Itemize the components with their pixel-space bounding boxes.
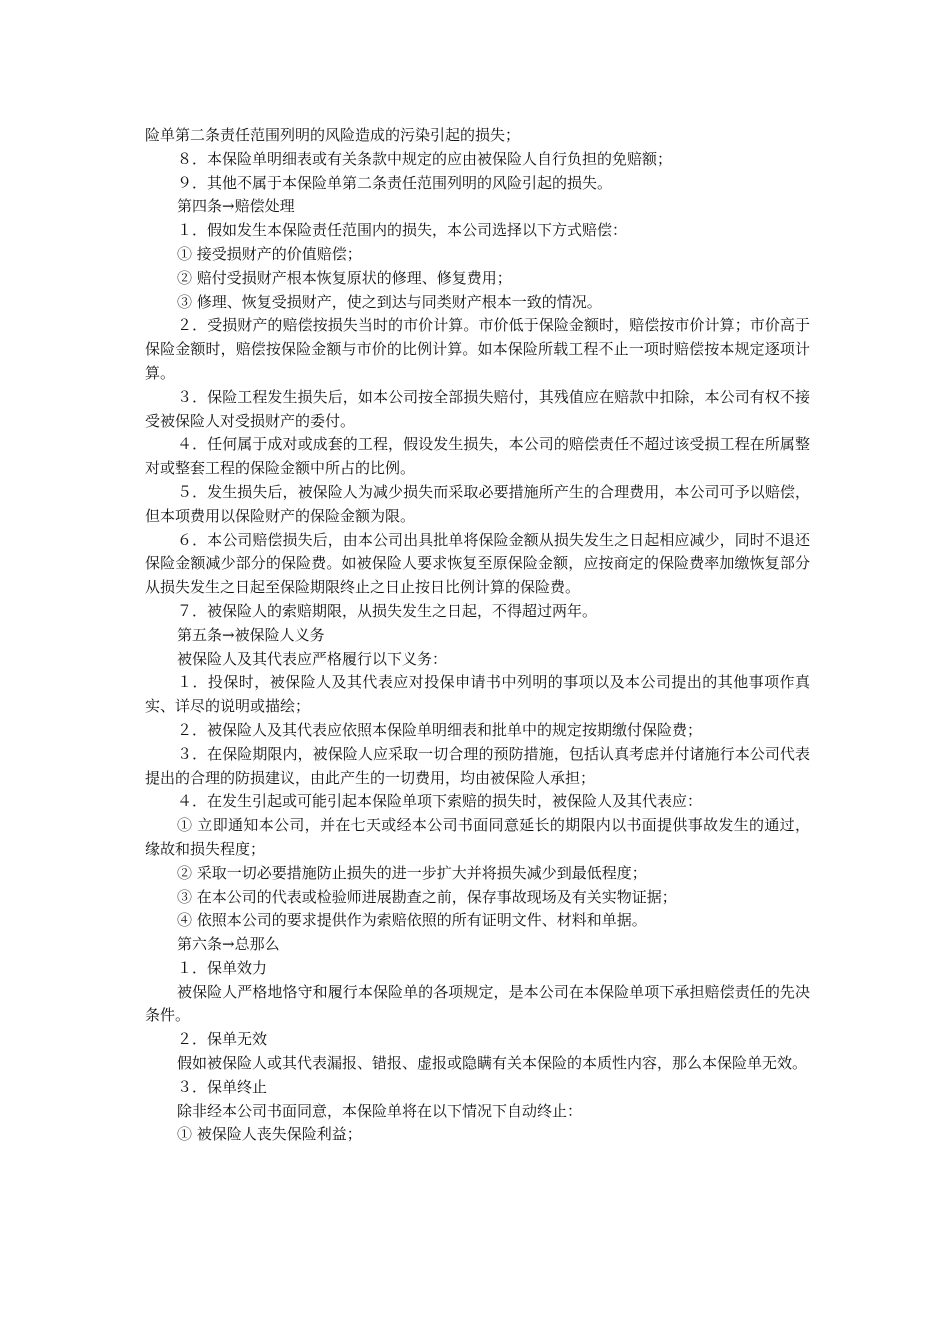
paragraph: 被保险人及其代表应严格履行以下义务： (177, 649, 448, 668)
paragraph: ④ 依照本公司的要求提供作为索赔依照的所有证明文件、材料和单据。 (177, 911, 647, 930)
paragraph: ６．本公司赔偿损失后，由本公司出具批单将保险金额从损失发生之日起相应减少，同时不退还保险金额减少部分的保险费。如被保险人要求恢复至原保险金额，应按商定的保险费率加缴恢复部分从损失发生之日起至保险期限终止之日止按日比例计算的保险费。 (145, 530, 810, 597)
paragraph: ２．被保险人及其代表应依照本保险单明细表和批单中的规定按期缴付保险费； (177, 720, 703, 739)
paragraph: ① 接受损财产的价值赔偿； (177, 244, 362, 263)
paragraph: ９．其他不属于本保险单第二条责任范围列明的风险引起的损失。 (177, 173, 613, 192)
paragraph: ７．被保险人的索赔期限，从损失发生之日起，不得超过两年。 (177, 601, 598, 620)
paragraph: ８．本保险单明细表或有关条款中规定的应由被保险人自行负担的免赔额； (177, 149, 673, 168)
paragraph: ③ 在本公司的代表或检验师进展勘查之前，保存事故现场及有关实物证据； (177, 887, 677, 906)
paragraph: 除非经本公司书面同意，本保险单将在以下情况下自动终止： (177, 1101, 583, 1120)
paragraph: ② 赔付受损财产根本恢复原状的修理、修复费用； (177, 268, 512, 287)
paragraph: ５．发生损失后，被保险人为减少损失而采取必要措施所产生的合理费用，本公司可予以赔偿，但本项费用以保险财产的保险金额为限。 (145, 482, 810, 525)
paragraph: 险单第二条责任范围列明的风险造成的污染引起的损失； (145, 126, 521, 144)
paragraph: 被保险人严格地恪守和履行本保险单的各项规定，是本公司在本保险单项下承担赔偿责任的先决条件。 (145, 982, 810, 1025)
section-heading: 第四条→赔偿处理 (177, 197, 295, 216)
paragraph: ③ 修理、恢复受损财产，使之到达与同类财产根本一致的情况。 (177, 292, 602, 311)
paragraph: ４．在发生引起或可能引起本保险单项下索赔的损失时，被保险人及其代表应： (177, 792, 703, 811)
paragraph: １．保单效力 (177, 958, 268, 977)
section-heading: 第五条→被保险人义务 (177, 625, 325, 644)
paragraph: １．假如发生本保险责任范围内的损失，本公司选择以下方式赔偿： (177, 221, 628, 240)
paragraph: ３．保险工程发生损失后，如本公司按全部损失赔付，其残值应在赔款中扣除，本公司有权不接受被保险人对受损财产的委付。 (145, 387, 810, 430)
paragraph: ２．受损财产的赔偿按损失当时的市价计算。市价低于保险金额时，赔偿按市价计算；市价高于保险金额时，赔偿按保险金额与市价的比例计算。如本保险所载工程不止一项时赔偿按本规定逐项计算。 (145, 316, 810, 382)
paragraph: ３．在保险期限内，被保险人应采取一切合理的预防措施，包括认真考虑并付诸施行本公司代表提出的合理的防损建议，由此产生的一切费用，均由被保险人承担； (145, 744, 810, 787)
paragraph: ４．任何属于成对或成套的工程，假设发生损失，本公司的赔偿责任不超过该受损工程在所属整对或整套工程的保险金额中所占的比例。 (145, 435, 810, 478)
paragraph: １．投保时，被保险人及其代表应对投保申请书中列明的事项以及本公司提出的其他事项作真实、详尽的说明或描绘； (145, 673, 810, 716)
paragraph: 假如被保险人或其代表漏报、错报、虚报或隐瞒有关本保险的本质性内容，那么本保险单无效。 (177, 1054, 808, 1073)
paragraph: ① 被保险人丧失保险利益； (177, 1125, 362, 1144)
paragraph: ３．保单终止 (177, 1077, 268, 1096)
document-body (145, 124, 810, 1147)
section-heading: 第六条→总那么 (177, 935, 280, 954)
paragraph: ② 采取一切必要措施防止损失的进一步扩大并将损失减少到最低程度； (177, 863, 647, 882)
paragraph: ２．保单无效 (177, 1030, 268, 1049)
paragraph: ① 立即通知本公司，并在七天或经本公司书面同意延长的期限内以书面提供事故发生的通过，缘故和损失程度； (145, 816, 810, 858)
